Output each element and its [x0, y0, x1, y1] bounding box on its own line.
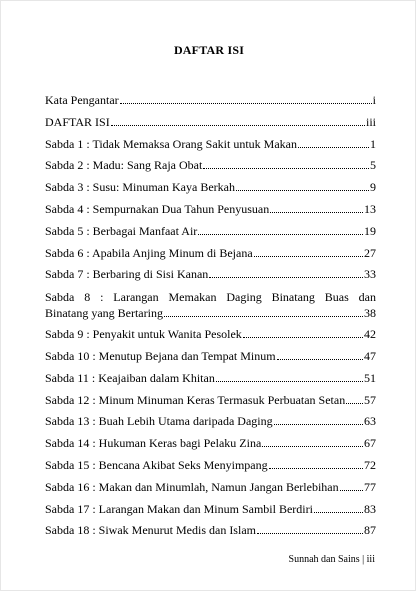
toc-entry-label-line1: Sabda 8 : Larangan Memakan Daging Binatang Buas dan: [45, 290, 376, 305]
toc-entry-page: 47: [364, 348, 376, 363]
toc-entry-page: i: [372, 93, 376, 107]
toc-entry-label: Sabda 10 : Menutup Bejana dan Tempat Minum: [45, 348, 276, 363]
dot-leader: [257, 533, 363, 534]
toc-entry: [45, 158, 376, 180]
toc-entry-page: 19: [364, 223, 376, 238]
toc-entry-label: DAFTAR ISI: [45, 114, 110, 129]
toc-entry-label: Sabda 16 : Makan dan Minumlah, Namun Jangan Berlebihan: [45, 479, 339, 494]
toc-entry-label: Sabda 13 : Buah Lebih Utama daripada Daging: [45, 414, 273, 429]
toc-entry-page: iii: [365, 114, 376, 129]
page-footer: Sunnah dan Sains | iii: [288, 554, 375, 565]
toc-entry: [45, 414, 376, 436]
dot-leader: [236, 190, 369, 191]
toc-entry-label: Sabda 18 : Siwak Menurut Medis dan Islam: [45, 523, 256, 538]
toc-entry: [45, 458, 376, 480]
toc-entry-label: Kata Pengantar: [45, 93, 119, 107]
dot-leader: [209, 277, 363, 278]
toc-entry-label: Sabda 12 : Minum Minuman Keras Termasuk Perbuatan Setan: [45, 392, 346, 407]
toc-entry-page: 42: [364, 327, 376, 342]
toc-entry-label: Sabda 3 : Susu: Minuman Kaya Berkah: [45, 180, 235, 195]
dot-leader: [198, 234, 363, 235]
toc-entry: [45, 93, 376, 115]
dot-leader: [111, 125, 365, 126]
toc-entry-page: 83: [364, 501, 376, 516]
toc-entry: [45, 502, 376, 524]
toc-entry: [45, 180, 376, 202]
page-title: DAFTAR ISI: [173, 43, 245, 57]
toc-entry: [45, 349, 376, 371]
toc-entry-label: Sabda 17 : Larangan Makan dan Minum Sambil Berdiri: [45, 501, 313, 516]
toc-entry: [45, 327, 376, 349]
toc-entry: [45, 115, 376, 137]
toc-entry: [45, 267, 376, 289]
dot-leader: [346, 403, 363, 404]
toc-entry: [45, 137, 376, 159]
toc-entry-page: 77: [364, 479, 376, 494]
toc-entry-label: Sabda 15 : Bencana Akibat Seks Menyimpang: [45, 457, 268, 472]
toc-entry-label: Sabda 2 : Madu: Sang Raja Obat: [45, 158, 203, 173]
toc-entry-page: 63: [364, 414, 376, 429]
toc-entry-page: 57: [364, 392, 376, 407]
dot-leader: [340, 490, 363, 491]
dot-leader: [243, 337, 363, 338]
dot-leader: [164, 316, 363, 317]
toc-entry: [45, 436, 376, 458]
dot-leader: [203, 168, 369, 169]
toc-entry: [45, 480, 376, 502]
toc-entry: [45, 202, 376, 224]
toc-entry-label: Sabda 5 : Berbagai Manfaat Air: [45, 223, 198, 238]
dot-leader: [277, 359, 363, 360]
toc-entry-page: 5: [370, 158, 376, 173]
toc-entry: [45, 289, 376, 320]
toc-entry-label: Sabda 4 : Sempurnakan Dua Tahun Penyusuan: [45, 201, 270, 216]
toc-entry-page: 13: [364, 201, 376, 216]
toc-entry: [45, 246, 376, 268]
table-of-contents: [45, 93, 376, 545]
toc-entry-page: 67: [364, 436, 376, 451]
toc-entry-label: Sabda 7 : Berbaring di Sisi Kanan: [45, 267, 209, 282]
toc-entry-page: 1: [370, 136, 376, 151]
toc-entry-label: Sabda 6 : Apabila Anjing Minum di Bejana: [45, 245, 253, 260]
toc-entry-page: 51: [364, 370, 376, 385]
dot-leader: [274, 424, 363, 425]
toc-entry: [45, 371, 376, 393]
toc-entry-label-line2: Binatang yang Bertaring: [45, 306, 163, 321]
dot-leader: [254, 256, 363, 257]
toc-entry-page: 9: [370, 180, 376, 195]
dot-leader: [269, 468, 363, 469]
toc-entry-line2: [45, 306, 376, 320]
toc-entry: [45, 393, 376, 415]
toc-entry-page: 72: [364, 457, 376, 472]
toc-entry: [45, 224, 376, 246]
dot-leader: [120, 103, 372, 104]
dot-leader: [262, 446, 363, 447]
dot-leader: [270, 212, 363, 213]
dot-leader: [216, 381, 363, 382]
toc-entry-page: 33: [364, 267, 376, 282]
toc-entry: [45, 523, 376, 545]
toc-entry-label: Sabda 9 : Penyakit untuk Wanita Pesolek: [45, 327, 242, 342]
toc-entry-page: 27: [364, 245, 376, 260]
toc-entry-label: Sabda 1 : Tidak Memaksa Orang Sakit untuk Makan: [45, 136, 297, 151]
toc-entry-page: 38: [364, 306, 376, 321]
toc-entry-page: 87: [364, 523, 376, 538]
toc-entry-label: Sabda 11 : Keajaiban dalam Khitan: [45, 370, 215, 385]
dot-leader: [298, 147, 369, 148]
dot-leader: [314, 512, 363, 513]
toc-entry-label: Sabda 14 : Hukuman Keras bagi Pelaku Zina: [45, 436, 262, 451]
